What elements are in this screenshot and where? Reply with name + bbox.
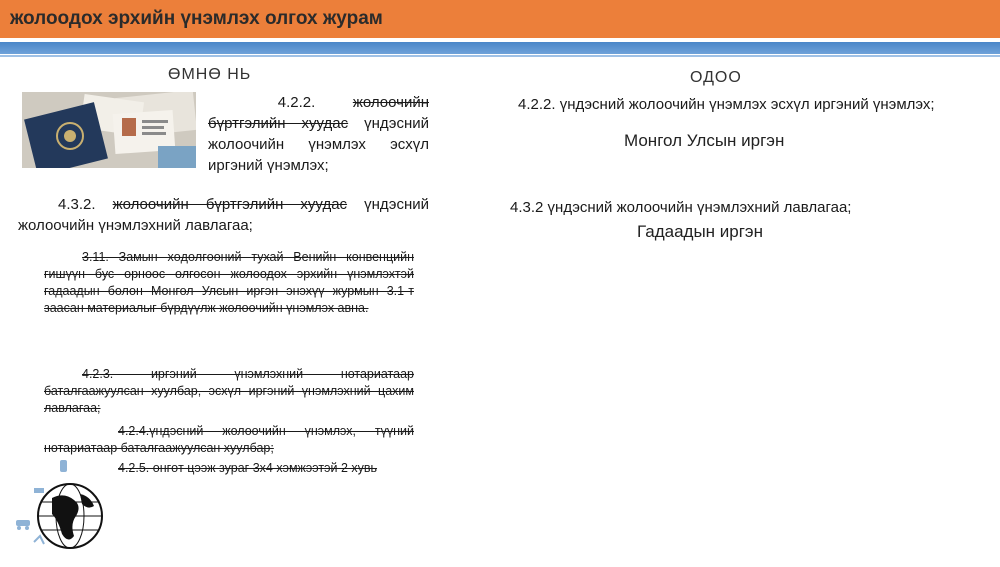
label-foreign-citizen: Гадаадын иргэн (637, 222, 763, 241)
before-4-2-2-line1: 4.2.2. жолоочийн (277, 94, 429, 111)
before-heading: ӨМНӨ НЬ (168, 66, 252, 83)
now-4-3-2: 4.3.2 үндэсний жолоочийн үнэмлэхний лавлагаа; (510, 199, 852, 216)
before-3-11: 3.11. Замын хөдөлгөөний тухай Венийн конвенцийн гишүүн бус орноос олгосон жолоодох эрхийн үнэмлэхтэй гадаадын болон Монгол Улсын иргэн энэхүү журмын 3.1-т заасан материалыг бүрдүүлж жолоочийн үнэмлэх авна. (44, 250, 414, 315)
blue-divider (0, 42, 1000, 54)
slide-title: жолоодох эрхийн үнэмлэх олгох журам (10, 8, 383, 29)
before-4-2-5: 4.2.5. өнгөт цээж зураг 3х4 хэмжээтэй 2 хувь (118, 461, 378, 475)
passport-photo (22, 92, 196, 168)
title-bar (0, 0, 1000, 38)
label-mongolian-citizen: Монгол Улсын иргэн (624, 131, 785, 150)
now-heading: ОДОО (690, 69, 742, 86)
before-4-2-4: 4.2.4.үндэсний жолоочийн үнэмлэх, түүний нотариатаар баталгаажуулсан хуулбар; (44, 424, 414, 455)
now-4-2-2: 4.2.2. үндэсний жолоочийн үнэмлэх эсхүл иргэний үнэмлэх; (518, 96, 935, 113)
globe-transport-icon (12, 458, 112, 562)
thin-divider (0, 55, 1000, 57)
before-4-3-2: 4.3.2. жолоочийн бүртгэлийн хуудас үндэсний жолоочийн үнэмлэхний лавлагаа; (18, 196, 429, 234)
before-4-2-3: 4.2.3. иргэний үнэмлэхний нотариатаар баталгаажуулсан хуулбар, эсхүл иргэний үнэмлэхний цахим лавлагаа; (44, 367, 414, 415)
before-4-2-2-body: бүртгэлийн хуудас үндэсний жолоочийн үнэмлэх эсхүл иргэний үнэмлэх; (208, 115, 429, 174)
